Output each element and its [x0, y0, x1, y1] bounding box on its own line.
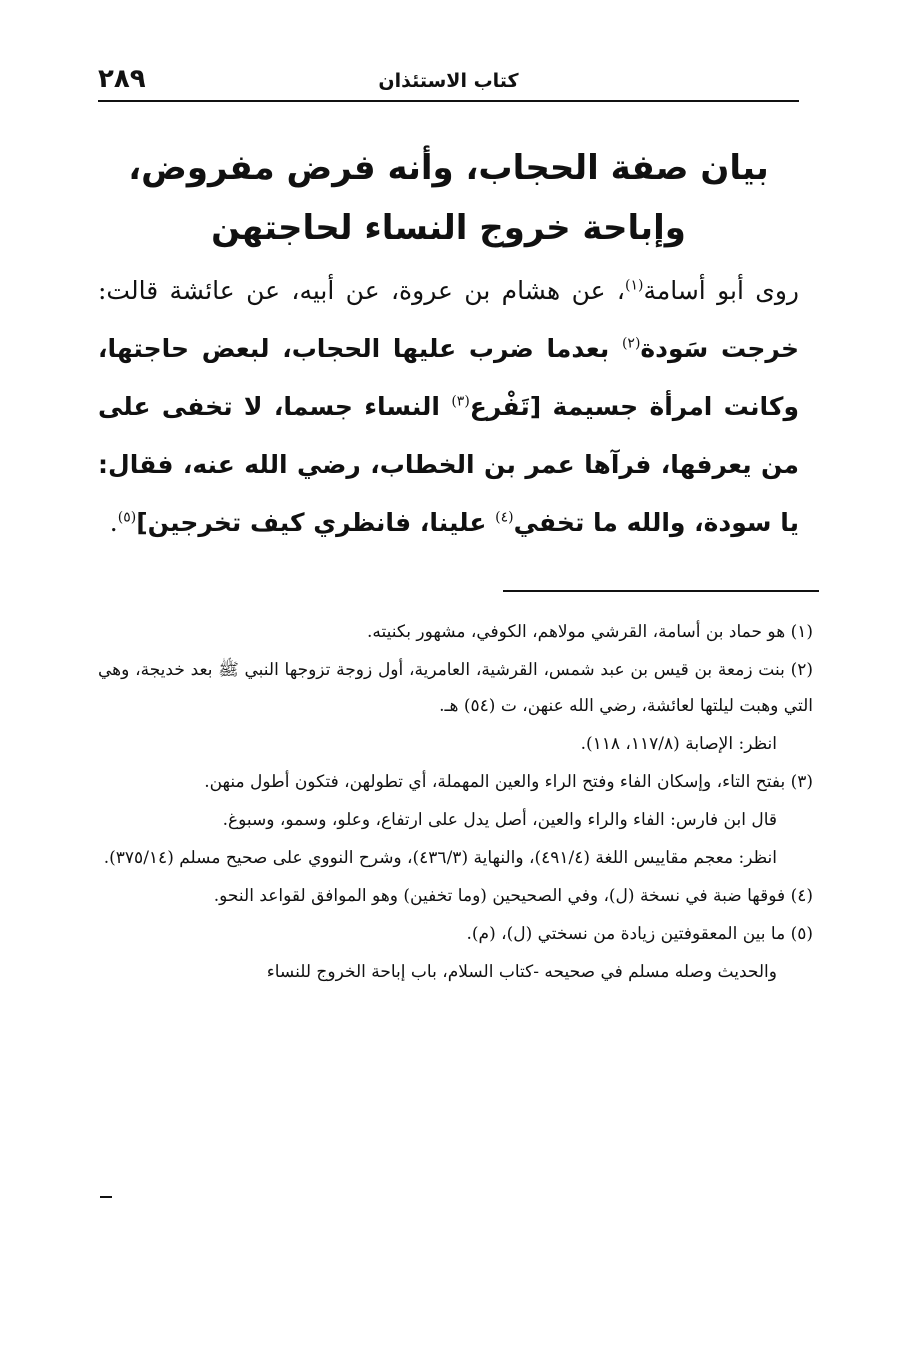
footnote-3: (٣) بفتح التاء، وإسكان الفاء وفتح الراء والعين المهملة، أي تطولهن، فتكون أطول منهن.: [204, 772, 813, 792]
footnote-3-quote: قال ابن فارس: الفاء والراء والعين، أصل يدل على ارتفاع، وعلو، وسمو، وسبوغ.: [222, 810, 777, 830]
footnote-1: (١) هو حماد بن أسامة، القرشي مولاهم، الكوفي، مشهور بكنيته.: [366, 622, 813, 642]
footnote-2-reference: انظر: الإصابة (١١٧/٨، ١١٨).: [580, 734, 777, 754]
narration-chain: ، عن هشام بن عروة، عن أبيه، عن عائشة قالت:: [98, 276, 625, 305]
footnote-ref-2: (٢): [621, 335, 641, 352]
footnote-ref-3: (٣): [451, 393, 470, 410]
hadith-text-part-1: خرجت سَودة: [640, 334, 800, 363]
footnote-separator: [503, 590, 819, 592]
narration-intro: روى أبو أسامة: [643, 276, 799, 305]
running-title: كتاب الاستئذان: [378, 70, 519, 92]
footnote-5: (٥) ما بين المعقوفتين زيادة من نسختي (ل)، (م).: [466, 924, 813, 944]
chapter-title: بيان صفة الحجاب، وأنه فرض مفروض، وإباحة خروج النساء لحاجتهن: [128, 148, 769, 248]
footnote-5-continuation: والحديث وصله مسلم في صحيحه -كتاب السلام، باب إباحة الخروج للنساء: [266, 962, 777, 982]
footnote-4: (٤) فوقها ضبة في نسخة (ل)، وفي الصحيحين (وما تخفين) وهو الموافق لقواعد النحو.: [213, 886, 813, 906]
hadith-text-part-2: بعدما ضرب عليها الحجاب، لبعض حاجتها، وكانت امرأة جسيمة [تَفْرع: [98, 334, 799, 421]
page-header: [98, 60, 799, 102]
hadith-paragraph: [98, 262, 799, 552]
hadith-text-part-4: علينا، فانظري كيف تخرجين]: [136, 508, 496, 537]
hadith-text-part-3: النساء جسما، لا تخفى على من يعرفها، فرآها عمر بن الخطاب، رضي الله عنه، فقال: يا سودة، والله ما تخفي: [98, 392, 799, 537]
footnote-3-reference: انظر: معجم مقاييس اللغة (٤٩١/٤)، والنهاية (٤٣٦/٣)، وشرح النووي على صحيح مسلم (٣٧٥/١٤).: [103, 848, 777, 868]
footnote-ref-1: (١): [624, 277, 644, 294]
footnotes-section: [98, 614, 813, 992]
footnote-2: (٢) بنت زمعة بن قيس بن عبد شمس، القرشية، العامرية، أول زوجة تزوجها النبي ﷺ بعد خديجة، وهي التي وهبت ليلتها لعائشة، رضي الله عنهن، ت (٥٤) هـ.: [98, 660, 813, 716]
hadith-end-mark: .: [109, 508, 118, 537]
continuation-dash: [100, 1196, 112, 1198]
footnote-ref-4: (٤): [495, 509, 514, 526]
page-number: ٢٨٩: [98, 64, 146, 94]
footnote-ref-5: (٥): [117, 509, 137, 526]
